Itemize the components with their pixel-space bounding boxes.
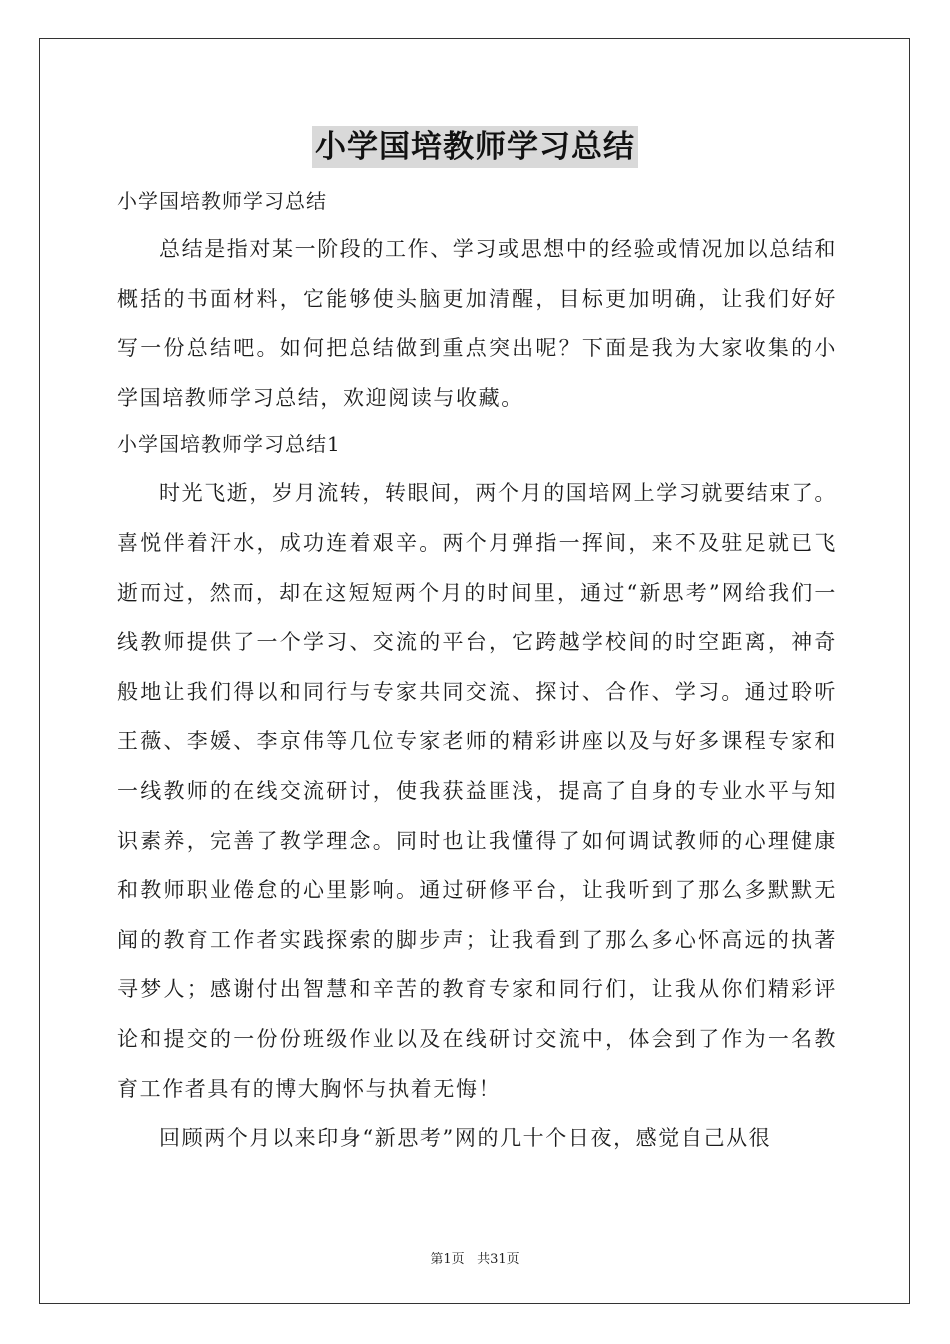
title-container bbox=[0, 126, 950, 168]
document-title: 小学国培教师学习总结 bbox=[312, 126, 638, 168]
section-heading: 小学国培教师学习总结1 bbox=[117, 432, 341, 457]
page-total: 共31页 bbox=[477, 1252, 520, 1267]
body-paragraph-1: 时光飞逝，岁月流转，转眼间，两个月的国培网上学习就要结束了。喜悦伴着汗水，成功连着艰辛。两个月弹指一挥间，来不及驻足就已飞逝而过，然而，却在这短短两个月的时间里，通过“新思考”网给我们一线教师提供了一个学习、交流的平台，它跨越学校间的时空距离，神奇般地让我们得以和同行与专家共同交流、探讨、合作、学习。通过聆听王薇、李媛、李京伟等几位专家老师的精彩讲座以及与好多课程专家和一线教师的在线交流研讨，使我获益匪浅，提高了自身的专业水平与知识素养，完善了教学理念。同时也让我懂得了如何调试教师的心理健康和教师职业倦怠的心里影响。通过研修平台，让我听到了那么多默默无闻的教育工作者实践探索的脚步声；让我看到了那么多心怀高远的执著寻梦人；感谢付出智慧和辛苦的教育专家和同行们，让我从你们精彩评论和提交的一份份班级作业以及在线研讨交流中，体会到了作为一名教育工作者具有的博大胸怀与执着无悔！ bbox=[117, 481, 837, 1101]
body-paragraph-2: 回顾两个月以来印身“新思考”网的几十个日夜，感觉自己从很 bbox=[159, 1126, 772, 1151]
page-footer bbox=[0, 1248, 950, 1267]
intro-paragraph: 总结是指对某一阶段的工作、学习或思想中的经验或情况加以总结和概括的书面材料，它能够使头脑更加清醒，目标更加明确，让我们好好写一份总结吧。如何把总结做到重点突出呢？下面是我为大家收集的小学国培教师学习总结，欢迎阅读与收藏。 bbox=[117, 237, 837, 410]
document-subtitle: 小学国培教师学习总结 bbox=[117, 189, 327, 213]
page-number: 第1页 bbox=[430, 1252, 465, 1267]
document-body bbox=[117, 180, 837, 1164]
